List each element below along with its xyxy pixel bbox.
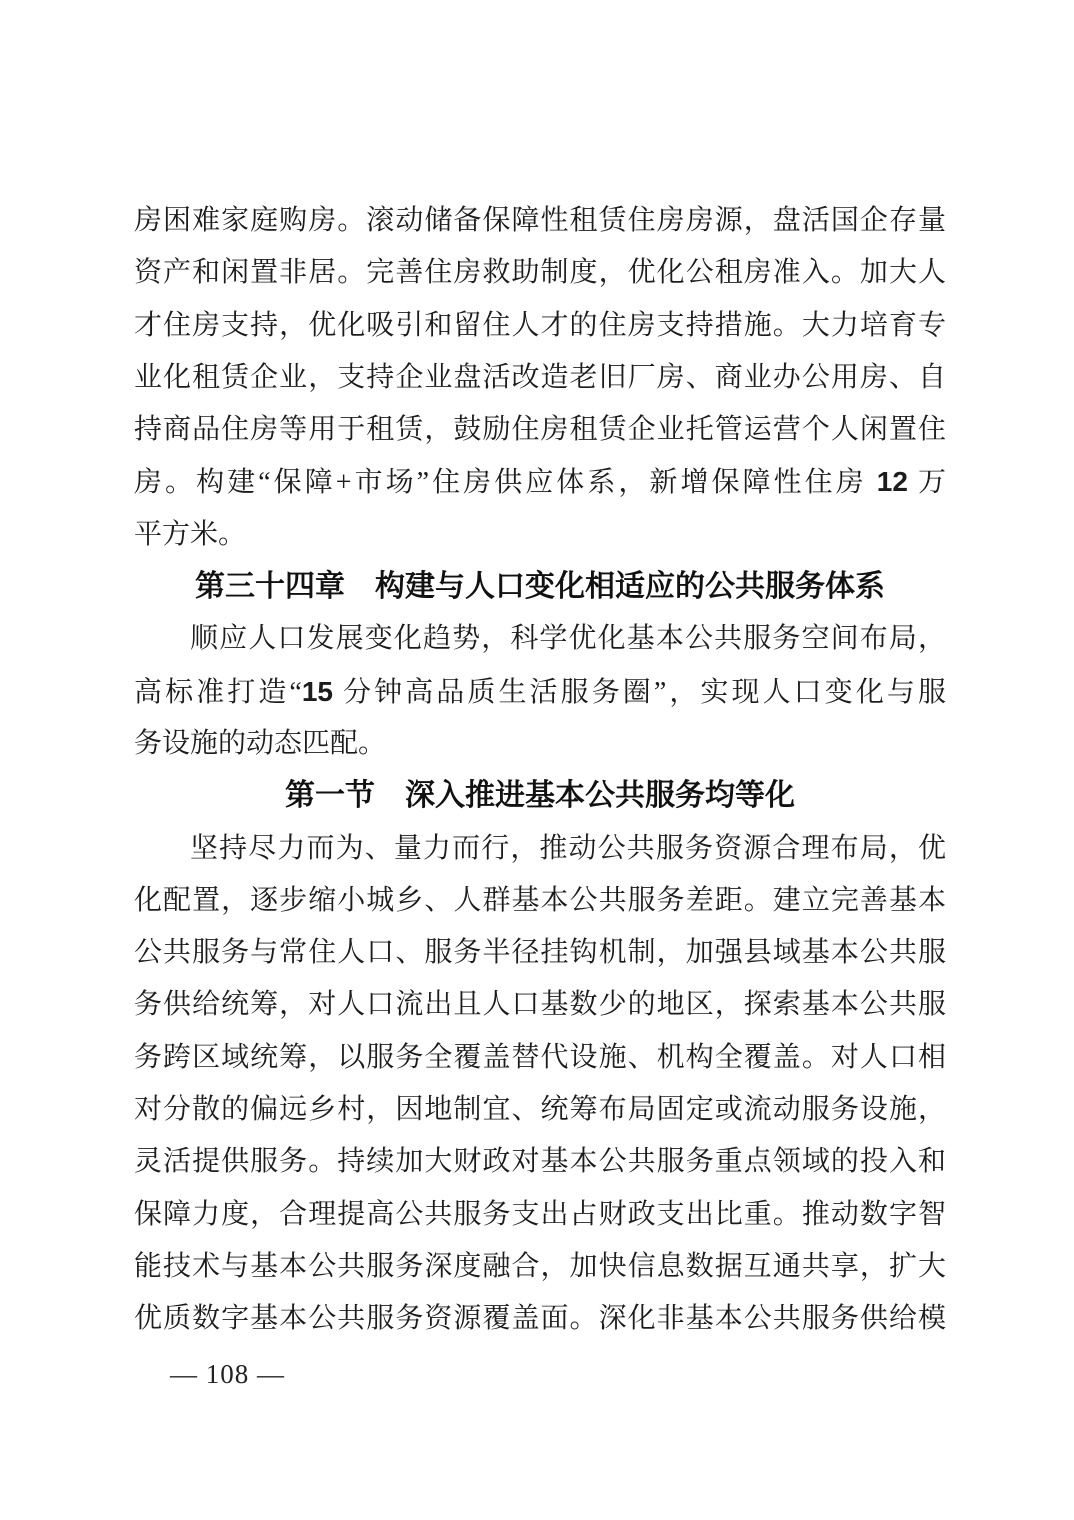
body-line: 务跨区域统筹，以服务全覆盖替代设施、机构全覆盖。对人口相 <box>134 1041 946 1073</box>
body-line: 坚持尽力而为、量力而行，推动公共服务资源合理布局，优 <box>190 832 946 864</box>
body-line: 化配置，逐步缩小城乡、人群基本公共服务差距。建立完善基本 <box>134 884 946 916</box>
body-line: 顺应人口发展变化趋势，科学优化基本公共服务空间布局， <box>190 623 946 655</box>
body-line: 高标准打造“15 分钟高品质生活服务圈”，实现人口变化与服 <box>134 675 946 708</box>
body-line: 才住房支持，优化吸引和留住人才的住房支持措施。大力培育专 <box>134 309 946 341</box>
body-line: 能技术与基本公共服务深度融合，加快信息数据互通共享，扩大 <box>134 1250 946 1282</box>
body-line: 房困难家庭购房。滚动储备保障性租赁住房房源，盘活国企存量 <box>134 205 946 236</box>
chapter-heading: 第三十四章 构建与人口变化相适应的公共服务体系 <box>195 570 885 604</box>
body-line: 业化租赁企业，支持企业盘活改造老旧厂房、商业办公用房、自 <box>134 361 946 393</box>
section-heading: 第一节 深入推进基本公共服务均等化 <box>285 779 795 813</box>
body-line: 务供给统筹，对人口流出且人口基数少的地区，探索基本公共服 <box>134 989 946 1021</box>
page-number: — 108 — <box>170 1359 285 1389</box>
body-line: 房。构建“保障+市场”住房供应体系，新增保障性住房 12 万 <box>134 466 946 499</box>
body-line: 平方米。 <box>134 518 247 550</box>
body-line: 灵活提供服务。持续加大财政对基本公共服务重点领域的投入和 <box>134 1146 946 1178</box>
body-line: 公共服务与常住人口、服务半径挂钩机制，加强县域基本公共服 <box>134 937 946 969</box>
body-line: 对分散的偏远乡村，因地制宜、统筹布局固定或流动服务设施， <box>134 1094 946 1126</box>
body-line: 持商品住房等用于租赁，鼓励住房租赁企业托管运营个人闲置住 <box>134 414 946 446</box>
text-column <box>134 195 946 1346</box>
body-line: 保障力度，合理提高公共服务支出占财政支出比重。推动数字智 <box>134 1198 946 1230</box>
body-line: 资产和闲置非居。完善住房救助制度，优化公租房准入。加大人 <box>134 257 946 289</box>
body-line: 优质数字基本公共服务资源覆盖面。深化非基本公共服务供给模 <box>134 1303 946 1335</box>
body-line: 务设施的动态匹配。 <box>134 727 387 759</box>
